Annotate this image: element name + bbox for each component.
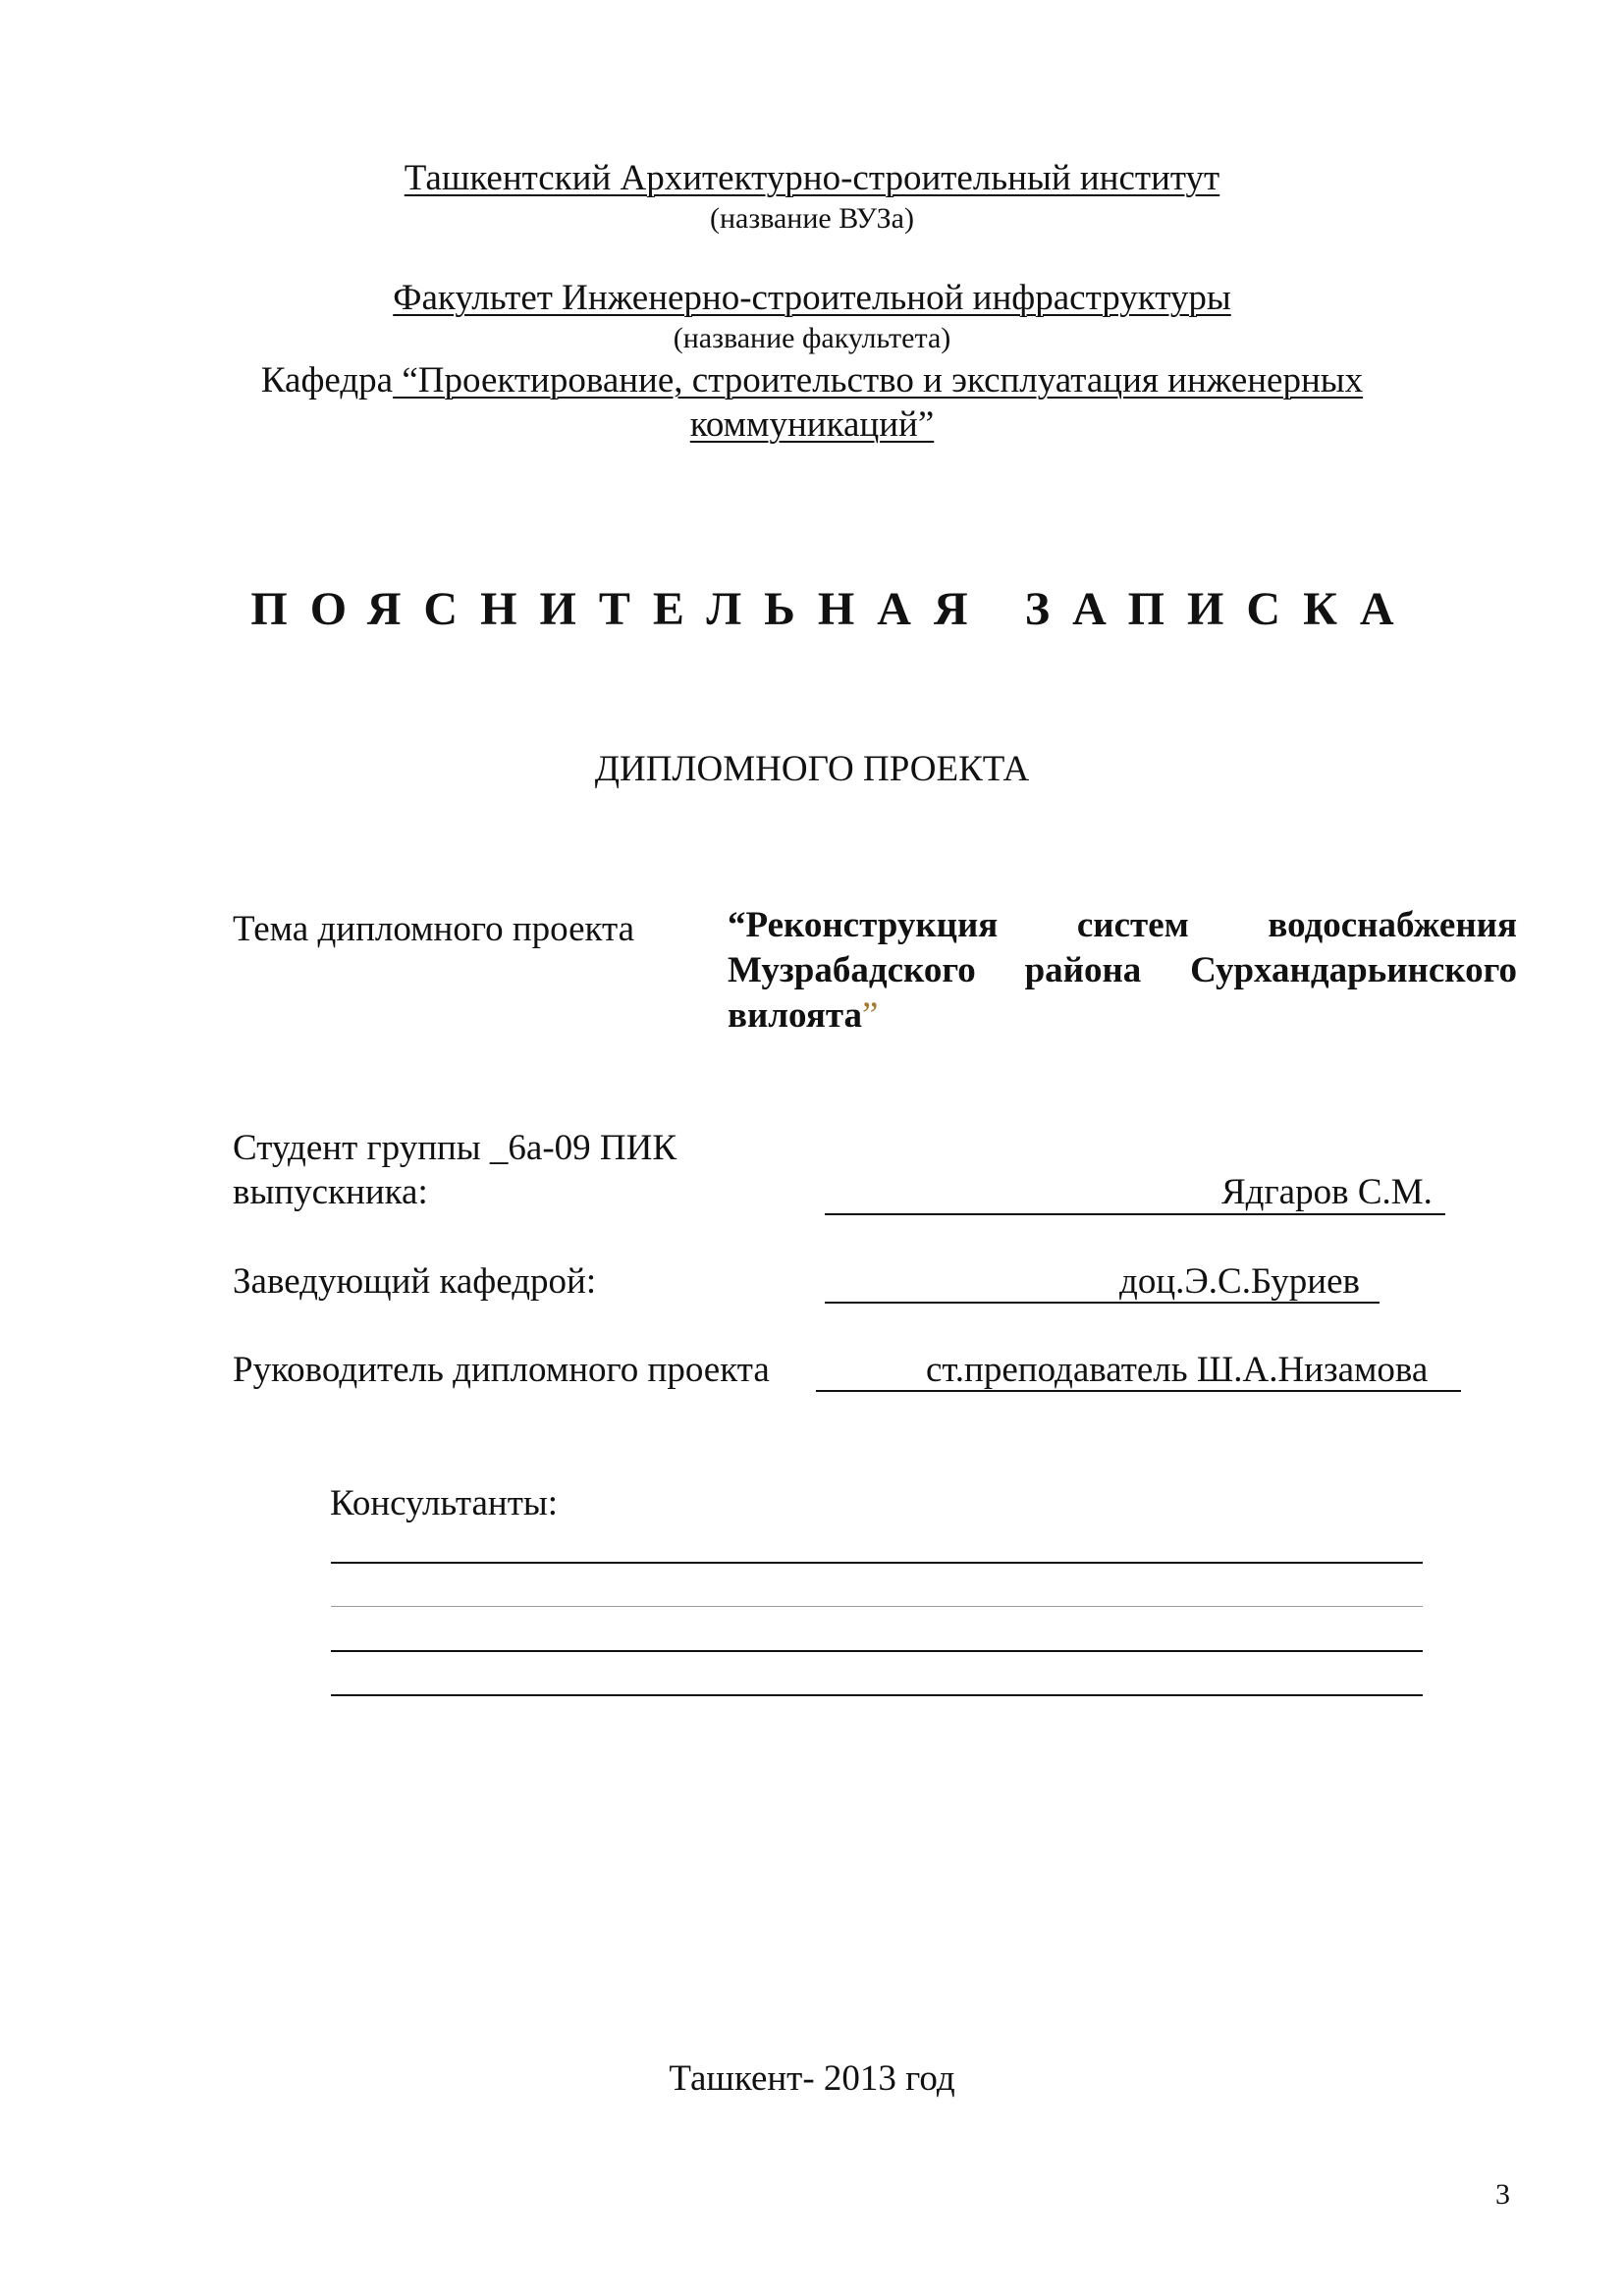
document-title: ПОЯСНИТЕЛЬНАЯ ЗАПИСКА xyxy=(250,583,1417,635)
consultant-line-4 xyxy=(331,1694,1423,1696)
consultants-label: Консультанты: xyxy=(330,1483,559,1523)
page-number: 3 xyxy=(1495,2178,1510,2211)
student-name: Ядгаров С.М. xyxy=(1221,1172,1433,1212)
department-line-2: коммуникаций” xyxy=(689,404,935,445)
student-label: выпускника: xyxy=(233,1172,428,1212)
student-signature-line xyxy=(825,1213,1445,1215)
consultant-line-2 xyxy=(331,1606,1423,1607)
student-group-label: Студент группы _6а-09 ПИК xyxy=(233,1128,677,1168)
document-subtitle: ДИПЛОМНОГО ПРОЕКТА xyxy=(594,749,1030,789)
consultant-line-1 xyxy=(331,1562,1423,1564)
department-line-1 xyxy=(0,359,1624,401)
topic-value: “Реконструкция систем водоснабжения Музрабадского района Сурхандарьинского вилоята” xyxy=(728,905,1517,1036)
faculty-name: Факультет Инженерно-строительной инфраструктуры xyxy=(393,278,1231,318)
topic-closing-quote: ” xyxy=(862,995,879,1036)
head-of-department-label: Заведующий кафедрой: xyxy=(233,1261,597,1302)
consultant-line-3 xyxy=(331,1650,1423,1652)
city-year: Ташкент- 2013 год xyxy=(669,2058,955,2099)
institute-caption: (название ВУЗа) xyxy=(710,202,914,235)
faculty-caption: (название факультета) xyxy=(673,322,951,354)
supervisor-name: ст.преподаватель Ш.А.Низамова xyxy=(926,1350,1429,1390)
institute-name: Ташкентский Архитектурно-строительный институт xyxy=(404,158,1220,198)
department-name: “Проектирование, строительство и эксплуатация инженерных xyxy=(393,360,1364,400)
department-prefix: Кафедра xyxy=(260,360,394,400)
supervisor-label: Руководитель дипломного проекта xyxy=(233,1350,770,1390)
topic-label: Тема дипломного проекта xyxy=(233,909,635,949)
head-of-department-name: доц.Э.С.Буриев xyxy=(1119,1261,1360,1302)
